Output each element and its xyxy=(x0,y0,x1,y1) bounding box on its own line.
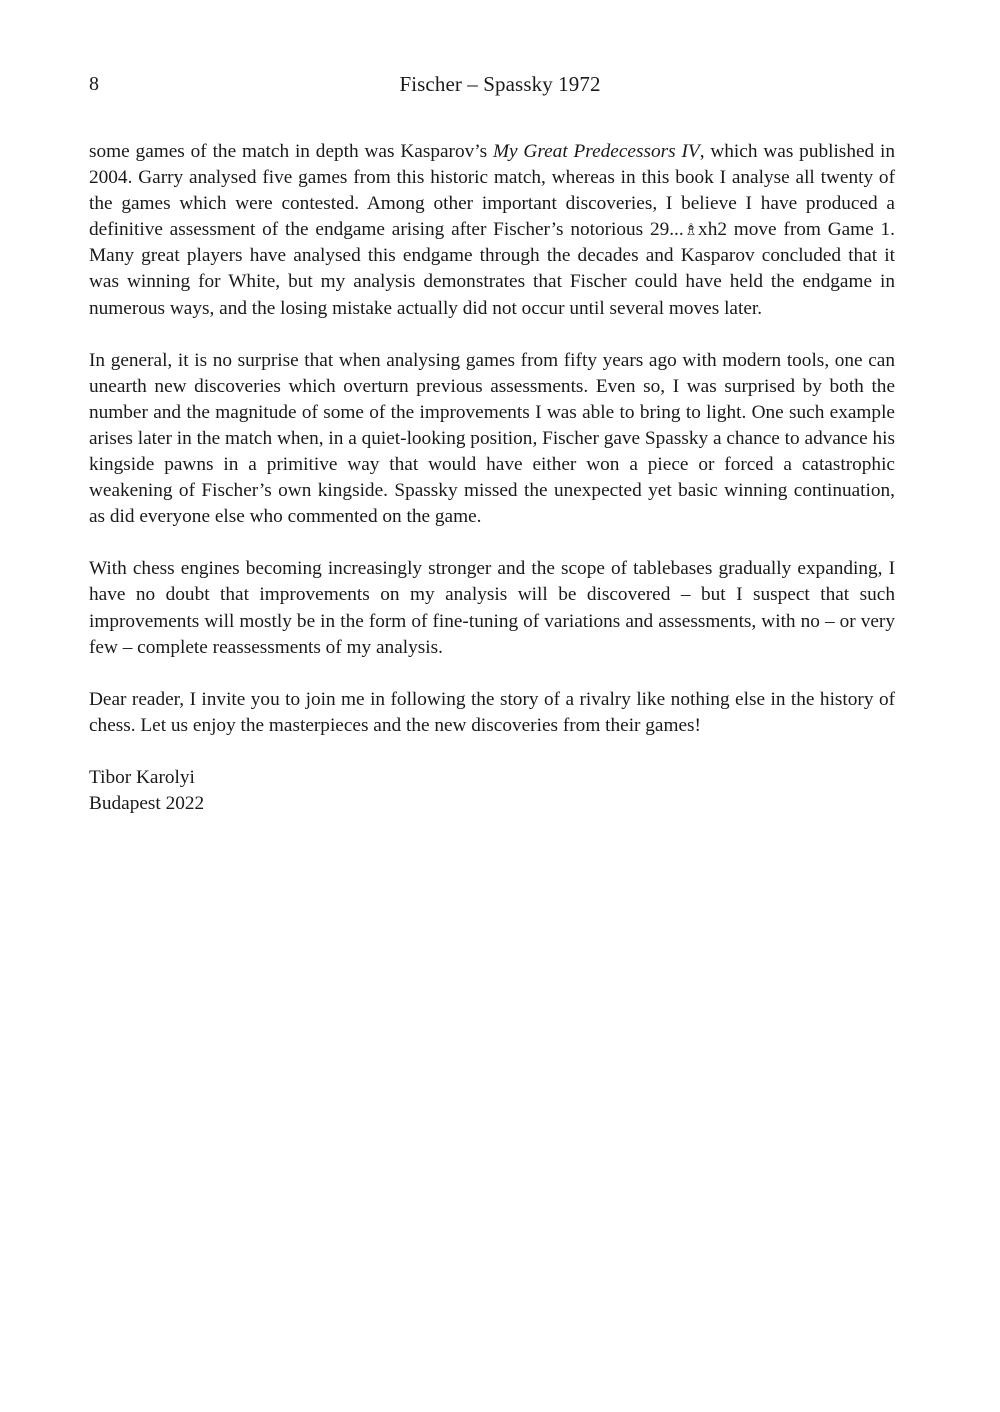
paragraph-1-text-middle: , which was published in 2004. Garry analysed five games from this historic match, whereas in this book I analyse all twenty of the games which were contested. Among other important discoveries, I believe I have produced a definitive assessment of the endgame arising after Fischer’s notorious 29... xyxy=(89,141,896,241)
place-and-year: Budapest 2022 xyxy=(89,792,205,814)
paragraph-3: With chess engines becoming increasingly stronger and the scope of tablebases gradually expanding, I have no doubt that improvements on my analysis will be discovered – but I suspect that such improvements will mostly be in the form of fine-tuning of variations and assessments, with no – or very few – complete reassessments of my analysis. xyxy=(89,558,895,658)
signature-block xyxy=(89,765,895,817)
body-text xyxy=(89,139,895,817)
author-name: Tibor Karolyi xyxy=(89,766,195,788)
paragraph-4: Dear reader, I invite you to join me in following the story of a rivalry like nothing else in the history of chess. Let us enjoy the masterpieces and the new discoveries from their games! xyxy=(89,688,895,736)
running-header-title: Fischer – Spassky 1972 xyxy=(399,72,601,96)
paragraph-1-text-start: some games of the match in depth was Kasparov’s xyxy=(89,141,493,162)
paragraph-1 xyxy=(89,139,895,322)
paragraph-2: In general, it is no surprise that when analysing games from fifty years ago with modern tools, one can unearth new discoveries which overturn previous assessments. Even so, I was surprised by both the number and the magnitude of some of the improvements I was able to bring to light. One such example arises later in the match when, in a quiet-looking position, Fischer gave Spassky a chance to advance his kingside pawns in a primitive way that would have either won a piece or forced a catastrophic weakening of Fischer’s own kingside. Spassky missed the unexpected yet basic winning continuation, as did everyone else who commented on the game. xyxy=(89,349,895,528)
paragraph-1-text-end: xh2 move from Game 1. Many great players have analysed this endgame through the decades and Kasparov concluded that it was winning for White, but my analysis demonstrates that Fischer could have held the endgame in numerous ways, and the losing mistake actually did not occur until several moves later. xyxy=(89,219,895,319)
bishop-icon: ♗ xyxy=(683,220,699,240)
page-number: 8 xyxy=(89,73,99,95)
book-title: My Great Predecessors IV xyxy=(492,141,700,162)
